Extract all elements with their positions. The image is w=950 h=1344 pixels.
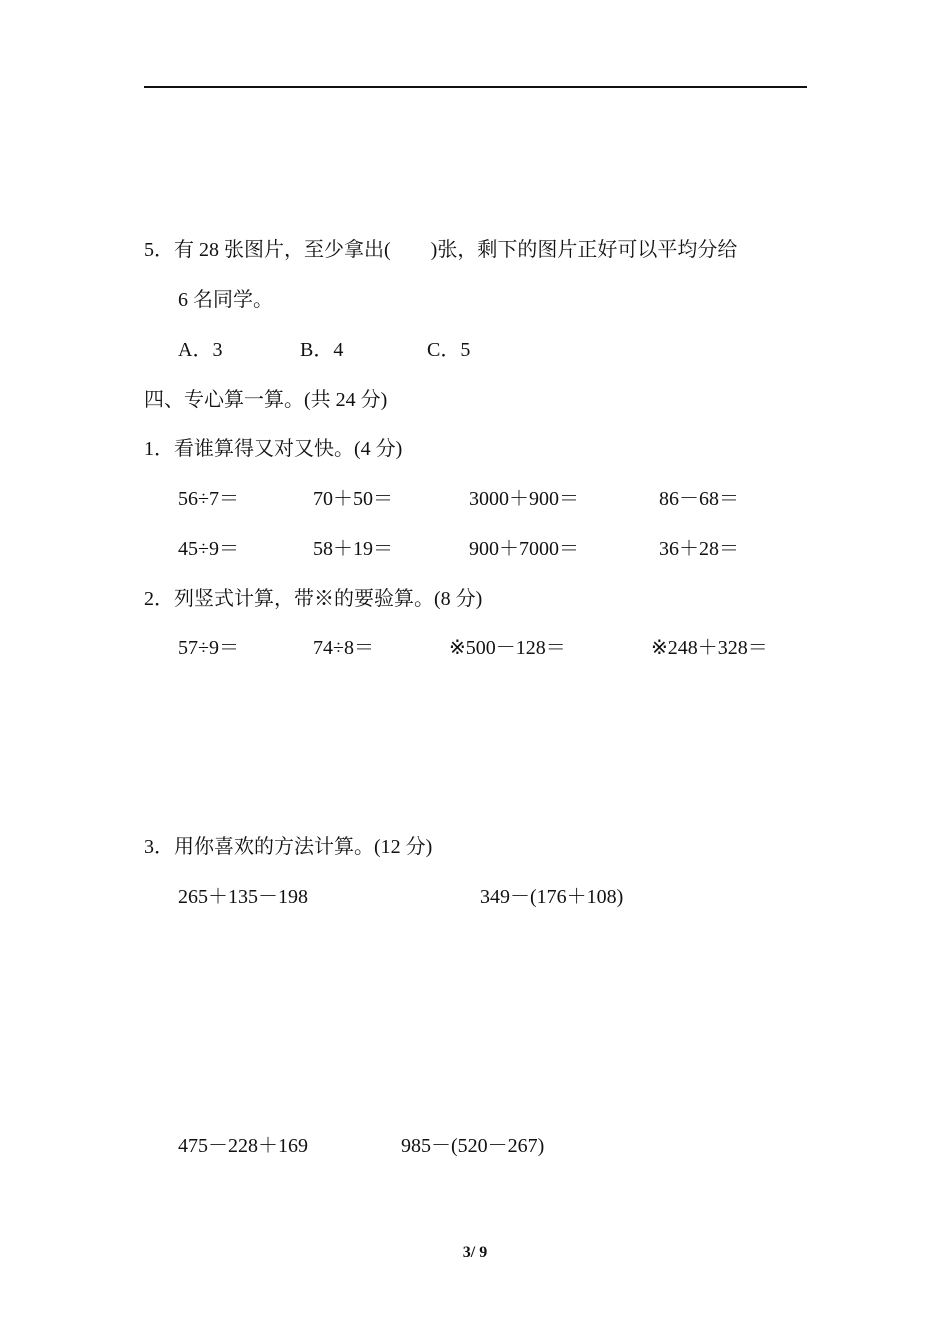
part1-r1-c2: 70＋50＝ bbox=[313, 488, 393, 510]
q5-option-c: C．5 bbox=[427, 339, 471, 361]
part1-r2-c1: 45÷9＝ bbox=[178, 538, 239, 560]
part2-c2: 74÷8＝ bbox=[313, 637, 374, 659]
part1-r1-c4: 86－68＝ bbox=[659, 488, 739, 510]
section4-title: 四、专心算一算。(共 24 分) bbox=[144, 389, 388, 411]
part3-r2-c2: 985－(520－267) bbox=[401, 1135, 545, 1157]
header-rule bbox=[144, 86, 807, 88]
part1-title: 1．看谁算得又对又快。(4 分) bbox=[144, 438, 403, 460]
part3-r1-c1: 265＋135－198 bbox=[178, 886, 308, 908]
part2-c1: 57÷9＝ bbox=[178, 637, 239, 659]
q5-line1: 5．有 28 张图片，至少拿出( )张，剩下的图片正好可以平均分给 bbox=[144, 239, 738, 261]
part3-r1-c2: 349－(176＋108) bbox=[480, 886, 624, 908]
part3-r2-c1: 475－228＋169 bbox=[178, 1135, 308, 1157]
q5-option-a: A．3 bbox=[178, 339, 223, 361]
part1-r2-c2: 58＋19＝ bbox=[313, 538, 393, 560]
part2-title: 2．列竖式计算，带※的要验算。(8 分) bbox=[144, 588, 483, 610]
part2-c4: ※248＋328＝ bbox=[651, 637, 768, 659]
part1-r1-c3: 3000＋900＝ bbox=[469, 488, 579, 510]
q5-option-b: B．4 bbox=[300, 339, 344, 361]
part1-r2-c4: 36＋28＝ bbox=[659, 538, 739, 560]
part2-c3: ※500－128＝ bbox=[449, 637, 566, 659]
part1-r2-c3: 900＋7000＝ bbox=[469, 538, 579, 560]
part3-title: 3．用你喜欢的方法计算。(12 分) bbox=[144, 836, 433, 858]
page-number: 3/ 9 bbox=[462, 1244, 488, 1261]
part1-r1-c1: 56÷7＝ bbox=[178, 488, 239, 510]
q5-line2: 6 名同学。 bbox=[178, 289, 273, 311]
